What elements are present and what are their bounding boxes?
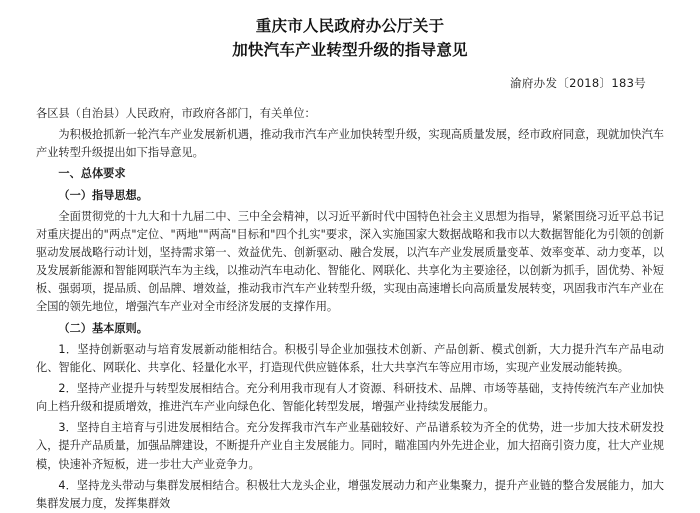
subsection-heading-1-1: （一）指导思想。 [58, 188, 148, 202]
page-title-line-2: 加快汽车产业转型升级的指导意见 [232, 41, 468, 60]
subsection-1-1-paragraph-1: 全面贯彻党的十九大和十九届二中、三中全会精神，以习近平新时代中国特色社会主义思想为指导，紧紧围绕习近平总书记对重庆提出的"两点"定位、"两地""两高"目标和"四个扎实"要求，深入实施国家大数据战略和我市以大数据智能化为引领的创新驱动发展战略行动计划，坚持需求第一、效益优先、创新驱动、融合发展，以汽车产业发展质量变革、效率变革、动力变革，以及发展新能源和智能网联汽车为主线，以推动汽车电动化、智能化、网联化、共享化为主要途径，以创新为抓手，固优势、补短板、强弱项，提品质、创品牌、增效益，推动我市汽车产业转型升级，实现由高速增长向高质量发展转变，巩固我市汽车产业在全国的领先地位，增强汽车产业对全市经济发展的支撑作用。 [36, 209, 664, 314]
subsection-1-2-paragraph-2: 2．坚持产业提升与转型发展相结合。充分利用我市现有人才资源、科研技术、品牌、市场等基础，支持传统汽车产业加快向上档升级和提质增效，推进汽车产业向绿色化、智能化转型发展，增强产业持续发展能力。 [36, 382, 664, 414]
preamble-paragraph: 为积极抢抓新一轮汽车产业发展新机遇，推动我市汽车产业加快转型升级，实现高质量发展，经市政府同意，现就加快汽车产业转型升级提出如下指导意见。 [36, 128, 664, 160]
page-title-line-1: 重庆市人民政府办公厅关于 [255, 17, 445, 35]
page-title [36, 14, 664, 62]
document-body [36, 105, 664, 513]
salutation: 各区县（自治县）人民政府，市政府各部门，有关单位： [36, 107, 316, 121]
subsection-1-2-paragraph-4: 4．坚持龙头带动与集群发展相结合。积极壮大龙头企业，增强发展动力和产业集聚力，提升产业链的整合发展能力，加大集群发展力度，发挥集群效 [36, 478, 664, 510]
section-heading-1: 一、总体要求 [58, 167, 126, 181]
subsection-heading-1-2: （二）基本原则。 [58, 321, 148, 335]
subsection-1-2-paragraph-1: 1．坚持创新驱动与培育发展新动能相结合。积极引导企业加强技术创新、产品创新、模式创新，大力提升汽车产品电动化、智能化、网联化、共享化、轻量化水平，打造现代供应链体系，壮大共享汽车等应用市场，实现产业发展动能转换。 [36, 342, 664, 374]
document-number: 渝府办发〔2018〕183号 [510, 76, 646, 91]
subsection-1-2-paragraph-3: 3．坚持自主培育与引进发展相结合。充分发挥我市汽车产业基础较好、产品谱系较为齐全的优势，进一步加大技术研发投入，提升产品质量，加强品牌建设，不断提升产业自主发展能力。同时，瞄准国内外先进企业，加大招商引资力度，壮大产业规模，快速补齐短板，进一步壮大产业竞争力。 [36, 421, 664, 471]
